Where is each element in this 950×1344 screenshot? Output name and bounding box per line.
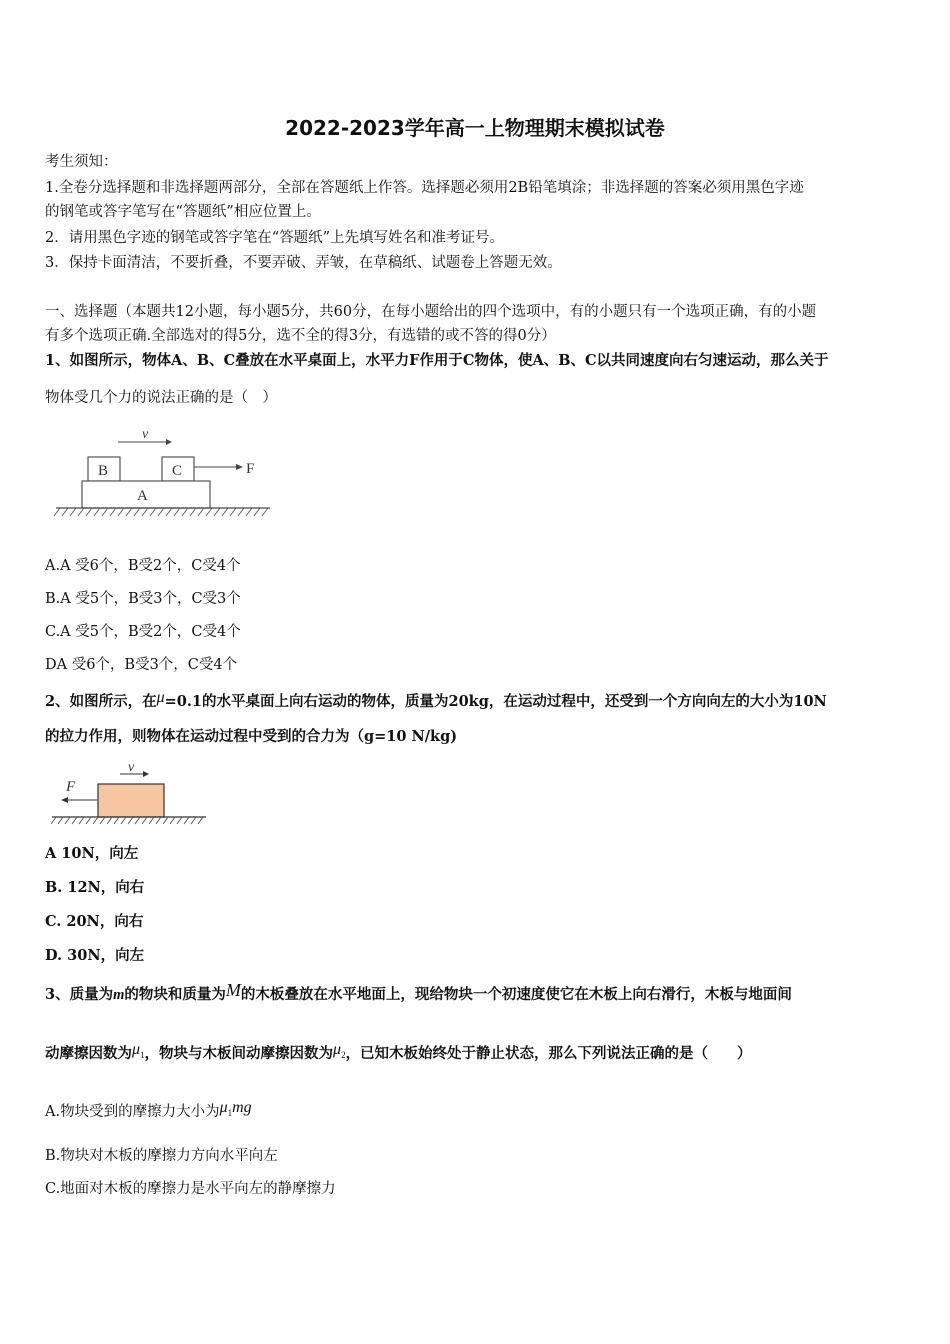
q1-fig-label-c: C <box>172 463 183 479</box>
q2-stem-line1 <box>45 688 907 712</box>
notice-item-2: 2．请用黑色字迹的钢笔或答字笔在“答题纸”上先填写姓名和准考证号。 <box>45 230 505 246</box>
q3-mu1-symbol: $\mu_1$ <box>132 1041 145 1061</box>
q3-symbol-M: M <box>225 980 241 1000</box>
q1-stem-line2: 物体受几个力的说法正确的是（ ） <box>45 390 277 406</box>
q2-figure <box>48 758 210 830</box>
q3-option-a-formula: $\mu_1mg$ <box>219 1099 252 1119</box>
q3-stem-part-a: 3、质量为 <box>45 986 114 1003</box>
q3-stem-line1 <box>45 980 907 1005</box>
notice-item-1-cont: 的钢笔或答字笔写在“答题纸”相应位置上。 <box>45 204 321 220</box>
exam-title: 2022-2023学年高一上物理期末模拟试卷 <box>285 116 665 140</box>
q1-option-d: DA 受6个，B受3个，C受4个 <box>45 657 238 673</box>
q2-stem-line2: 的拉力作用，则物体在运动过程中受到的合力为（g=10 N/kg) <box>45 728 458 745</box>
q3-stem-line2 <box>45 1040 907 1065</box>
q2-fig-block <box>98 784 164 817</box>
q2-stem-part-b: =0.1的水平桌面上向右运动的物体，质量为20kg，在运动过程中，还受到一个方向向左的大小为10N <box>164 693 827 710</box>
q3-stem-part-c: 的木板叠放在水平地面上，现给物块一个初速度使它在木板上向右滑行，木板与地面间 <box>240 986 792 1003</box>
q2-fig-label-f: F <box>66 779 76 795</box>
q1-fig-label-f: F <box>246 461 255 477</box>
q2-mu-symbol: μ <box>156 689 165 706</box>
q3-stem-part-b: 的物块和质量为 <box>124 986 226 1003</box>
q3-option-b: B.物块对木板的摩擦力方向水平向左 <box>45 1148 278 1164</box>
q2-stem-part-a: 2、如图所示，在 <box>45 693 157 710</box>
q3-option-a <box>45 1098 907 1123</box>
notice-heading: 考生须知： <box>45 154 118 170</box>
q3-stem2-part-a: 动摩擦因数为 <box>45 1045 132 1062</box>
q2-fig-label-v: v <box>128 760 135 775</box>
notice-item-1: 1.全卷分选择题和非选择题两部分，全部在答题纸上作答。选择题必须用2B铅笔填涂；非选择题的答案必须用黑色字迹 <box>45 180 804 196</box>
q2-option-a: A 10N，向左 <box>45 845 139 862</box>
q2-option-c: C. 20N，向右 <box>45 913 144 930</box>
q3-option-c: C.地面对木板的摩擦力是水平向左的静摩擦力 <box>45 1181 336 1197</box>
q3-mu2-symbol: $\mu_2$ <box>333 1041 346 1061</box>
q3-symbol-m: m <box>113 987 125 1003</box>
q1-option-b: B.A 受5个，B受3个，C受3个 <box>45 591 241 607</box>
q1-option-c: C.A 受5个，B受2个，C受4个 <box>45 624 241 640</box>
q2-option-b: B. 12N，向右 <box>45 879 145 896</box>
q1-stem-line1: 1、如图所示，物体A、B、C叠放在水平桌面上，水平力F作用于C物体，使A、B、C以共同速度向右匀速运动，那么关于 <box>45 352 829 369</box>
notice-item-3: 3．保持卡面清洁，不要折叠，不要弄破、弄皱，在草稿纸、试题卷上答题无效。 <box>45 255 562 271</box>
q3-option-a-text: A.物块受到的摩擦力大小为 <box>45 1104 220 1120</box>
q1-option-a: A.A 受6个，B受2个，C受4个 <box>45 558 241 574</box>
q1-fig-label-b: B <box>98 463 109 479</box>
q1-fig-label-a: A <box>137 488 148 504</box>
q1-figure <box>48 420 278 532</box>
q3-stem2-part-b: ，物块与木板间动摩擦因数为 <box>144 1045 334 1062</box>
section-heading-line1: 一、选择题（本题共12小题，每小题5分，共60分，在每小题给出的四个选项中，有的小题只有一个选项正确，有的小题 <box>45 304 817 320</box>
section-heading-line2: 有多个选项正确.全部选对的得5分，选不全的得3分，有选错的或不答的得0分） <box>45 328 556 344</box>
q2-option-d: D. 30N，向左 <box>45 947 145 964</box>
q1-fig-label-v: v <box>142 427 149 442</box>
q3-stem2-part-c: ，已知木板始终处于静止状态，那么下列说法正确的是（ ） <box>345 1045 752 1062</box>
